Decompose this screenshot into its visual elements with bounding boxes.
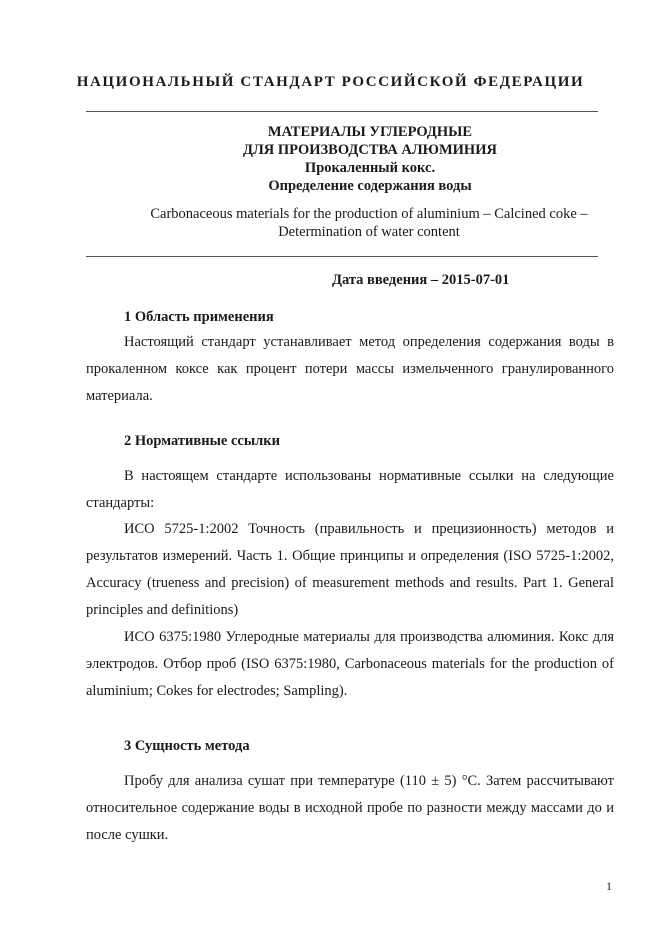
section-2-heading: 2 Нормативные ссылки	[124, 433, 280, 449]
section-1-paragraph: Настоящий стандарт устанавливает метод определения содержания воды в прокаленном коксе как процент потери массы измельченного гранулированного материала.	[86, 334, 614, 404]
section-2-paragraph-2: ИСО 5725-1:2002 Точность (правильность и прецизионность) методов и результатов измерений. Часть 1. Общие принципы и определения (ISO 5725-1:2002, Accuracy (trueness and precision) of measurement methods and results. Part 1. General principles and definitions)	[86, 521, 614, 618]
section-2-paragraph-3: ИСО 6375:1980 Углеродные материалы для производства алюминия. Кокс для электродов. Отбор проб (ISO 6375:1980, Carbonaceous materials for the production of aluminium; Cokes for electrodes; Sampling).	[86, 629, 614, 699]
section-3-heading: 3 Сущность метода	[124, 738, 250, 754]
section-3-paragraph: Пробу для анализа сушат при температуре (110 ± 5) °С. Затем рассчитывают относительное содержание воды в исходной пробе по разности между массами до и после сушки.	[86, 773, 614, 843]
intro-date: Дата введения – 2015-07-01	[332, 272, 510, 288]
header-divider	[86, 111, 598, 112]
document-header: НАЦИОНАЛЬНЫЙ СТАНДАРТ РОССИЙСКОЙ ФЕДЕРАЦИИ	[76, 74, 585, 90]
title-divider	[86, 256, 598, 257]
english-title-line-2: Determination of water content	[278, 224, 460, 240]
english-title-line-1: Carbonaceous materials for the production of aluminium – Calcined coke –	[150, 206, 588, 222]
section-2-paragraph-1: В настоящем стандарте использованы нормативные ссылки на следующие стандарты:	[86, 468, 614, 511]
title-line-4: Определение содержания воды	[268, 178, 472, 194]
section-1-heading: 1 Область применения	[124, 309, 274, 325]
title-line-3: Прокаленный кокс.	[304, 160, 436, 176]
title-line-1: МАТЕРИАЛЫ УГЛЕРОДНЫЕ	[267, 124, 473, 140]
page-number: 1	[606, 879, 612, 893]
title-line-2: ДЛЯ ПРОИЗВОДСТВА АЛЮМИНИЯ	[243, 142, 497, 158]
